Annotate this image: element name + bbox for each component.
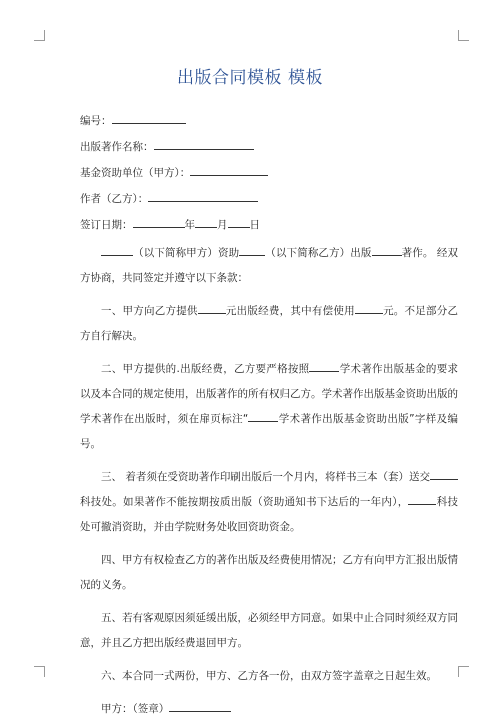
field-funding-unit (80, 164, 458, 182)
blank-day[interactable] (228, 216, 250, 228)
clause-2-text-b: 学术著作出版基金的要求以及本合同的规定使用，出版著作的所有权归乙方。学术著作出版基金资助出版的学术著作在出版时，须在扉页标注“ (80, 363, 458, 425)
blank-funding-unit[interactable] (190, 164, 268, 176)
clause-2-text-a: 二、甲方提供的.出版经费，乙方要严格按照 (101, 363, 310, 375)
blank-recipient-2[interactable] (408, 493, 436, 505)
blank-total-funding[interactable] (198, 302, 226, 314)
field-label: 作者（乙方）： (80, 193, 149, 205)
clause-2 (80, 357, 458, 457)
corner-mark-top-right (458, 30, 469, 41)
clause-3-text-c: 科技处可撤消资助，并由学院财务处收回资助资金。 (80, 496, 458, 533)
field-author (80, 190, 458, 208)
field-work-title (80, 138, 458, 156)
clause-3 (80, 465, 458, 540)
signature-line (80, 697, 458, 722)
field-label: 编号： (80, 115, 112, 127)
clause-2-text-c: 学术著作出版基金资助出版”字样及编号。 (80, 413, 458, 450)
clause-3-text-a: 三、 着者须在受资助著作印刷出版后一个月内，将样书三本（套）送交 (101, 471, 430, 483)
blank-fund-name-1[interactable] (309, 360, 339, 372)
field-label: 基金资助单位（甲方）： (80, 167, 191, 179)
blank-fund-name-2[interactable] (248, 410, 278, 422)
corner-mark-bottom-left (34, 666, 45, 677)
field-label: 签订日期： (80, 219, 133, 231)
clause-1 (80, 299, 458, 349)
clause-1-text-c: 元。不足部分乙方自行解决。 (80, 305, 459, 342)
field-sign-date (80, 216, 458, 234)
intro-text-2: （以下简称乙方）出版 (265, 247, 372, 259)
year-label: 年 (184, 219, 195, 231)
clause-6: 六、本合同一式两份，甲方、乙方各一份，由双方签字盖章之日起生效。 (101, 670, 437, 682)
month-label: 月 (217, 219, 228, 231)
clause-4: 四、甲方有权检查乙方的著作出版及经费使用情况；乙方有向甲方汇报出版情况的义务。 (80, 554, 458, 591)
day-label: 日 (249, 219, 260, 231)
blank-number[interactable] (112, 112, 186, 124)
blank-party-a[interactable] (101, 244, 133, 256)
clause-3-text-b: 科技处。如果著作不能按期按质出版（资助通知书下达后的一年内）， (80, 496, 409, 508)
intro-paragraph (80, 241, 458, 291)
clause-1-text-b: 元出版经费，其中有偿使用 (225, 305, 355, 317)
blank-paid-usage[interactable] (355, 302, 383, 314)
document-body (80, 112, 458, 722)
blank-recipient-1[interactable] (430, 468, 458, 480)
clause-1-text-a: 一、甲方向乙方提供 (101, 305, 198, 317)
corner-mark-bottom-right (458, 666, 469, 677)
blank-year[interactable] (133, 216, 185, 228)
field-number (80, 112, 458, 130)
corner-mark-top-left (34, 30, 45, 41)
blank-work-title[interactable] (154, 138, 254, 150)
blank-author[interactable] (148, 190, 258, 202)
clause-5: 五、若有客观原因须延缓出版，必须经甲方同意。如果中止合同时须经双方同意，并且乙方把出版经费退回甲方。 (80, 612, 458, 649)
blank-party-b[interactable] (239, 244, 265, 256)
blank-signature[interactable] (169, 700, 231, 712)
signature-label: 甲方：（签章） (101, 703, 170, 715)
blank-work-name[interactable] (372, 244, 402, 256)
field-label: 出版著作名称： (80, 141, 154, 153)
document-title: 出版合同模板 模板 (177, 68, 323, 88)
intro-text-3: 著作。 经双方协商，共同签定并遵守以下条款： (80, 247, 459, 284)
blank-month[interactable] (195, 216, 217, 228)
intro-text-1: （以下简称甲方）资助 (133, 247, 240, 259)
